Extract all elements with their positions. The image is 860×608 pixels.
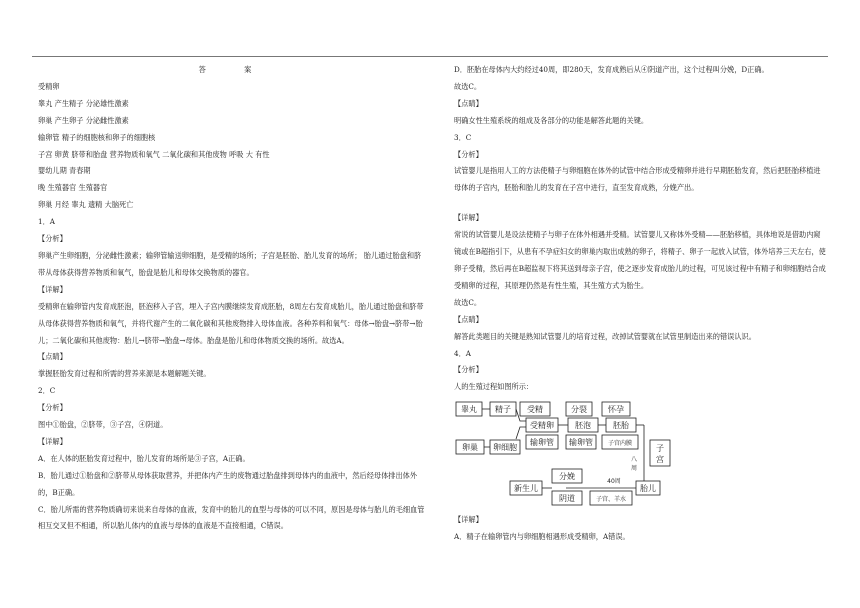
section-label: 【详解】: [454, 213, 483, 223]
question-number: 3．C: [454, 132, 472, 142]
text-line: D．胚胎在母体内大约经过40周，即280天，发育成熟后从④阴道产出，这个过程叫分娩，D正确。: [454, 65, 769, 74]
fetus-label: 胎儿: [640, 484, 656, 493]
uterus-label-1: 子: [656, 444, 664, 453]
paragraph: C．胎儿所需的营养物质确切来说来自母体的血液，发育中的胎儿的血型与母体的可以不同，原因是母体与胎儿的毛细血管相互交叉但不相通，所以胎儿体内的血液与母体的血液是不直接相通，C错误。: [38, 504, 425, 531]
paragraph: 受精卵在输卵管内发育成胚泡，胚泡移入子宫，埋入子宫内膜继续发育成胚胎，8周左右发育成胎儿，胎儿通过胎盘和脐带从母体获得营养物质和氧气，并将代谢产生的二氧化碳和其他废物排入母体血液。各种养料和氧气：母体→胎盘→脐带→胎儿；二氧化碳和其他废物：胎儿→脐带→胎盘→母体。胎盘是胎儿和母体物质交换的场所。故选A。: [38, 301, 424, 345]
text-line: 人的生殖过程如图所示：: [454, 382, 534, 392]
right-column-tail: [454, 512, 630, 546]
blastocyst-label: 胚泡: [575, 421, 591, 430]
text-line: 子宫 卵黄 脐带和胎盘 营养物质和氧气 二氧化碳和其他废物 呼吸 大 有性: [38, 149, 270, 159]
reproduction-process-diagram: [454, 399, 674, 509]
text-line: 明确女性生殖系统的组成及各部分的功能是解答此题的关键。: [454, 115, 649, 125]
section-label: 【分析】: [454, 365, 483, 375]
pregnancy-label: 怀孕: [608, 405, 624, 414]
forty-weeks-label: 40周: [607, 478, 621, 485]
text-line: 图中①胎盘，②脐带，③子宫，④阴道。: [38, 420, 168, 430]
arrow: [516, 427, 526, 439]
division-label: 分裂: [571, 405, 587, 414]
section-label: 【分析】: [38, 234, 67, 244]
text-line: 卵巢 月经 睾丸 遗精 大脑死亡: [38, 200, 134, 210]
section-label: 【点睛】: [38, 352, 67, 362]
endometrium-label: 子宫内膜: [607, 440, 633, 447]
text-line: 故选C。: [454, 297, 482, 307]
testis-label: 睾丸: [461, 405, 477, 414]
spacer: [454, 197, 826, 210]
right-column: [454, 62, 826, 396]
sperm-label: 精子: [495, 405, 511, 414]
text-line: 晚 生殖器官 生殖器官: [38, 183, 108, 193]
text-line: 解答此类题目的关键是熟知试管婴儿的培育过程，改掉试管婴就在试管里制造出来的错误认识。: [454, 331, 756, 341]
vagina-label: 阴道: [559, 494, 575, 503]
answer-title: 答 案: [198, 65, 270, 74]
section-label: 【点睛】: [454, 98, 483, 108]
text-line: 睾丸 产生精子 分泌雄性激素: [38, 98, 129, 108]
oviduct-label-1: 输卵管: [530, 438, 554, 447]
eight-weeks-label-1: 八: [630, 456, 638, 463]
section-label: 【点睛】: [454, 314, 483, 324]
text-line: 婴幼儿期 青春期: [38, 166, 91, 176]
fertilized-egg-label: 受精卵: [530, 421, 554, 430]
section-label: 【分析】: [454, 149, 483, 159]
paragraph: 试管婴儿是指用人工的方法使精子与卵细胞在体外的试管中结合形成受精卵并进行早期胚胎发育，然后把胚胎移植进母体的子宫内，胚胎和胎儿的发育在子宫中进行，直至发育成熟，分娩产出。: [454, 166, 821, 193]
eight-weeks-label-2: 周: [630, 465, 638, 472]
section-label: 【详解】: [38, 436, 67, 446]
text-line: 输卵管 精子的细胞核和卵子的细胞核: [38, 132, 156, 142]
text-line: 故选C。: [454, 81, 482, 91]
ovary-label: 卵巢: [462, 443, 478, 452]
question-number: 4．A: [454, 348, 471, 358]
text-line: 掌握胚胎发育过程和所需的营养来源是本题解题关键。: [38, 369, 211, 379]
delivery-label: 分娩: [559, 472, 575, 481]
newborn-label: 新生儿: [514, 484, 538, 493]
fertilization-label: 受精: [527, 405, 543, 414]
paragraph: 常说的试管婴儿是设法使精子与卵子在体外相遇并受精。试管婴儿又称体外受精——胚胎移植，具体地说是借助内窥镜或在B超指引下，从患有不孕症妇女的卵巢内取出成熟的卵子，将精子、卵子一起放入试管，体外培养三天左右，使卵子受精，然后再在B超监视下将其送到母亲子宫，使之逐步发育成胎儿的过程，可见该过程中有精子和卵细胞结合成受精卵的过程，其原理仍然是有性生殖，其生殖方式为胎生。: [454, 230, 826, 290]
text-line: 受精卵: [38, 81, 60, 91]
question-number: 2．C: [38, 386, 56, 396]
text-line: A．在人体的胚胎发育过程中，胎儿发育的场所是③子宫，A正确。: [38, 453, 250, 463]
paragraph: B．胎儿通过①胎盘和②脐带从母体获取营养，并把体内产生的废物通过胎盘排到母体内的血液中，然后经母体排出体外的，B正确。: [38, 470, 418, 497]
section-label: 【分析】: [38, 403, 67, 413]
text-line: A．精子在输卵管内与卵细胞相遇形成受精卵，A错误。: [454, 531, 630, 541]
question-number: 1．A: [38, 217, 55, 227]
embryo-label: 胚胎: [613, 421, 629, 430]
header-rule: [32, 56, 828, 57]
section-label: 【详解】: [38, 284, 67, 294]
section-label: 【详解】: [454, 515, 483, 524]
uterus-label-2: 宫: [656, 455, 664, 464]
uterus-amniotic-label: 子宫、羊水: [595, 496, 627, 503]
text-line: 卵巢 产生卵子 分泌雌性激素: [38, 115, 129, 125]
paragraph: 卵巢产生卵细胞，分泌雌性激素；输卵管输送卵细胞，是受精的场所；子宫是胚胎、胎儿发育的场所； 胎儿通过胎盘和脐带从母体获得营养物质和氧气，胎盘是胎儿和母体交换物质的器官。: [38, 250, 422, 277]
egg-label: 卵细胞: [493, 443, 517, 452]
oviduct-label-2: 输卵管: [569, 438, 593, 447]
left-column: [38, 62, 426, 535]
